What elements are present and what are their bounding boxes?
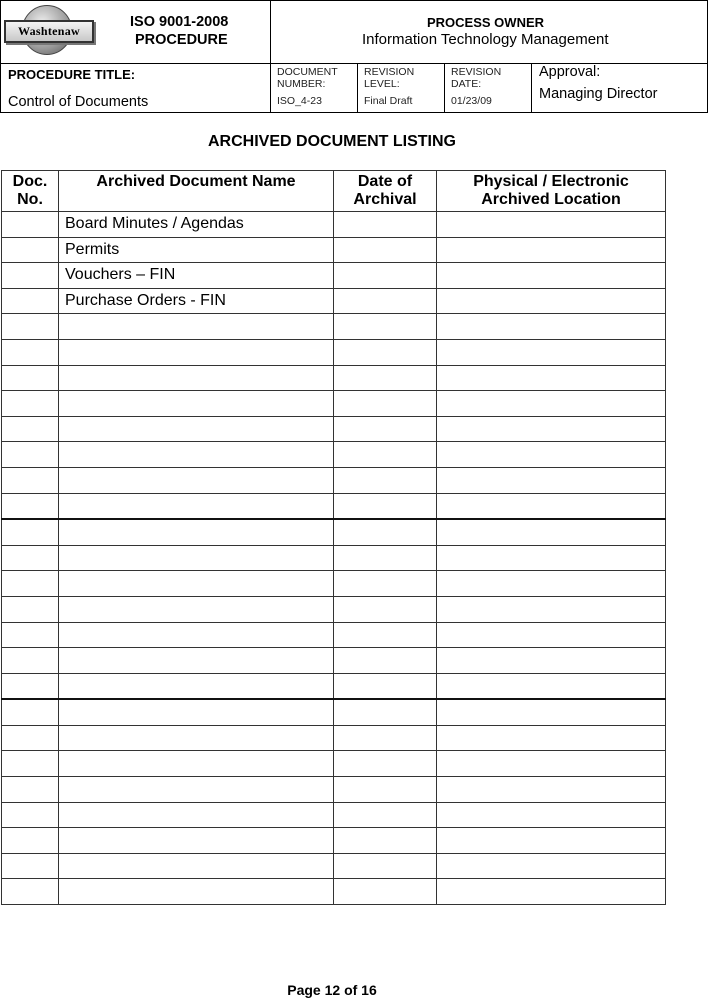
document-name-cell xyxy=(59,777,334,803)
archived-location-cell xyxy=(437,802,666,828)
document-number-label xyxy=(277,66,338,90)
archival-date-cell xyxy=(334,263,437,289)
document-name-cell xyxy=(59,391,334,417)
doc-no-cell xyxy=(2,648,59,674)
archived-location-cell xyxy=(437,699,666,725)
archival-date-cell xyxy=(334,853,437,879)
archived-location-cell xyxy=(437,596,666,622)
doc-no-cell xyxy=(2,314,59,340)
revision-level-label-line2: LEVEL: xyxy=(364,78,400,90)
logo-text: Washtenaw xyxy=(4,20,94,43)
archived-location-cell xyxy=(437,493,666,519)
archival-date-cell xyxy=(334,442,437,468)
listing-title: ARCHIVED DOCUMENT LISTING xyxy=(208,133,456,150)
archival-date-cell xyxy=(334,545,437,571)
archived-location-cell xyxy=(437,288,666,314)
column-header-archived-location xyxy=(437,171,666,212)
doc-no-cell xyxy=(2,571,59,597)
process-owner-value: Information Technology Management xyxy=(362,31,609,48)
column-header-archived-location-text: Physical / Electronic Archived Location xyxy=(473,173,629,208)
table-row xyxy=(2,339,666,365)
doc-no-cell xyxy=(2,622,59,648)
doc-no-cell xyxy=(2,802,59,828)
doc-no-cell xyxy=(2,442,59,468)
doc-no-cell xyxy=(2,828,59,854)
table-row xyxy=(2,596,666,622)
doc-no-cell xyxy=(2,725,59,751)
table-row xyxy=(2,442,666,468)
document-name-cell: Purchase Orders - FIN xyxy=(59,288,334,314)
table-row xyxy=(2,673,666,699)
archival-date-cell xyxy=(334,365,437,391)
doc-no-cell xyxy=(2,237,59,263)
document-name-cell xyxy=(59,339,334,365)
table-row xyxy=(2,288,666,314)
document-name-cell xyxy=(59,571,334,597)
archived-location-cell xyxy=(437,622,666,648)
table-row xyxy=(2,751,666,777)
revision-date-value: 01/23/09 xyxy=(451,95,492,107)
archival-date-cell xyxy=(334,648,437,674)
archival-date-cell xyxy=(334,314,437,340)
document-name-cell xyxy=(59,545,334,571)
revision-date-label-line2: DATE: xyxy=(451,78,482,90)
doc-no-cell xyxy=(2,751,59,777)
table-row xyxy=(2,467,666,493)
document-name-cell xyxy=(59,493,334,519)
doc-no-cell xyxy=(2,365,59,391)
document-name-cell xyxy=(59,828,334,854)
archival-date-cell xyxy=(334,622,437,648)
doc-no-cell xyxy=(2,288,59,314)
archival-date-cell xyxy=(334,288,437,314)
archival-date-cell xyxy=(334,571,437,597)
doc-no-cell xyxy=(2,493,59,519)
iso-standard: ISO 9001-2008 xyxy=(130,14,229,30)
document-name-cell xyxy=(59,519,334,545)
archival-date-cell xyxy=(334,751,437,777)
archived-location-cell xyxy=(437,828,666,854)
table-row xyxy=(2,853,666,879)
archival-date-cell xyxy=(334,416,437,442)
document-name-cell xyxy=(59,802,334,828)
table-row xyxy=(2,777,666,803)
table-row xyxy=(2,493,666,519)
document-name-cell xyxy=(59,416,334,442)
archival-date-cell xyxy=(334,802,437,828)
procedure-label: PROCEDURE xyxy=(135,32,228,48)
document-name-cell xyxy=(59,442,334,468)
archived-location-cell xyxy=(437,777,666,803)
doc-no-cell xyxy=(2,416,59,442)
document-name-cell xyxy=(59,751,334,777)
archived-location-cell xyxy=(437,545,666,571)
archival-date-cell xyxy=(334,212,437,238)
table-row xyxy=(2,263,666,289)
archival-date-cell xyxy=(334,673,437,699)
archived-location-cell xyxy=(437,519,666,545)
doc-no-cell xyxy=(2,879,59,905)
table-row xyxy=(2,802,666,828)
document-number-label-line1: DOCUMENT xyxy=(277,66,338,78)
table-row xyxy=(2,648,666,674)
doc-no-cell xyxy=(2,263,59,289)
revision-level-label-line1: REVISION xyxy=(364,66,415,78)
archived-location-cell xyxy=(437,391,666,417)
document-name-cell xyxy=(59,725,334,751)
archival-date-cell xyxy=(334,777,437,803)
table-header-row xyxy=(2,171,666,212)
document-name-cell xyxy=(59,622,334,648)
table-row xyxy=(2,879,666,905)
archived-location-cell xyxy=(437,314,666,340)
doc-no-cell xyxy=(2,339,59,365)
archival-date-cell xyxy=(334,391,437,417)
archival-date-cell xyxy=(334,519,437,545)
doc-no-cell xyxy=(2,545,59,571)
revision-date-label xyxy=(451,66,501,90)
document-number-label-line2: NUMBER: xyxy=(277,78,326,90)
archived-location-cell xyxy=(437,212,666,238)
procedure-title-value: Control of Documents xyxy=(8,94,149,110)
table-row xyxy=(2,391,666,417)
document-name-cell xyxy=(59,365,334,391)
doc-no-cell xyxy=(2,777,59,803)
document-name-cell xyxy=(59,853,334,879)
archived-location-cell xyxy=(437,673,666,699)
archived-location-cell xyxy=(437,339,666,365)
table-row xyxy=(2,365,666,391)
revision-date-label-line1: REVISION xyxy=(451,66,502,78)
table-row xyxy=(2,314,666,340)
archival-date-cell xyxy=(334,493,437,519)
archival-date-cell xyxy=(334,879,437,905)
archived-document-table xyxy=(1,170,666,905)
archived-location-cell xyxy=(437,237,666,263)
table-row xyxy=(2,699,666,725)
table-row xyxy=(2,622,666,648)
table-row xyxy=(2,545,666,571)
table-row xyxy=(2,828,666,854)
doc-no-cell xyxy=(2,596,59,622)
archival-date-cell xyxy=(334,725,437,751)
doc-no-cell xyxy=(2,391,59,417)
column-header-document-name-text: Archived Document Name xyxy=(96,173,296,190)
procedure-title-label: PROCEDURE TITLE: xyxy=(8,67,136,82)
archived-location-cell xyxy=(437,442,666,468)
document-name-cell xyxy=(59,699,334,725)
column-header-doc-no-text: Doc. No. xyxy=(12,173,48,208)
archived-location-cell xyxy=(437,467,666,493)
doc-no-cell xyxy=(2,212,59,238)
document-name-cell xyxy=(59,314,334,340)
archived-location-cell xyxy=(437,365,666,391)
archival-date-cell xyxy=(334,339,437,365)
document-name-cell: Board Minutes / Agendas xyxy=(59,212,334,238)
document-name-cell xyxy=(59,648,334,674)
document-name-cell: Permits xyxy=(59,237,334,263)
revision-level-label xyxy=(364,66,414,90)
document-number-value: ISO_4-23 xyxy=(277,95,322,107)
document-name-cell xyxy=(59,467,334,493)
doc-no-cell xyxy=(2,467,59,493)
column-header-date-of-archival-text: Date of Archival xyxy=(353,173,417,208)
approval-value: Managing Director xyxy=(539,86,658,102)
archived-location-cell xyxy=(437,263,666,289)
revision-level-value: Final Draft xyxy=(364,95,413,107)
table-row xyxy=(2,416,666,442)
doc-no-cell xyxy=(2,853,59,879)
table-row xyxy=(2,725,666,751)
doc-no-cell xyxy=(2,519,59,545)
archived-location-cell xyxy=(437,853,666,879)
company-logo xyxy=(4,4,94,56)
archival-date-cell xyxy=(334,596,437,622)
table-row xyxy=(2,519,666,545)
column-header-doc-no xyxy=(2,171,59,212)
doc-no-cell xyxy=(2,673,59,699)
approval-label: Approval: xyxy=(539,64,601,80)
document-name-cell xyxy=(59,596,334,622)
archived-location-cell xyxy=(437,571,666,597)
archived-location-cell xyxy=(437,725,666,751)
archived-location-cell xyxy=(437,648,666,674)
process-owner-label: PROCESS OWNER xyxy=(427,15,545,30)
archived-location-cell xyxy=(437,751,666,777)
table-row xyxy=(2,571,666,597)
table-row xyxy=(2,237,666,263)
document-name-cell: Vouchers – FIN xyxy=(59,263,334,289)
archival-date-cell xyxy=(334,237,437,263)
table-row xyxy=(2,212,666,238)
doc-no-cell xyxy=(2,699,59,725)
archival-date-cell xyxy=(334,699,437,725)
page-number: Page 12 of 16 xyxy=(287,982,377,998)
archival-date-cell xyxy=(334,467,437,493)
document-name-cell xyxy=(59,673,334,699)
document-name-cell xyxy=(59,879,334,905)
archival-date-cell xyxy=(334,828,437,854)
archived-location-cell xyxy=(437,879,666,905)
column-header-document-name xyxy=(59,171,334,212)
archived-location-cell xyxy=(437,416,666,442)
column-header-date-of-archival xyxy=(334,171,437,212)
